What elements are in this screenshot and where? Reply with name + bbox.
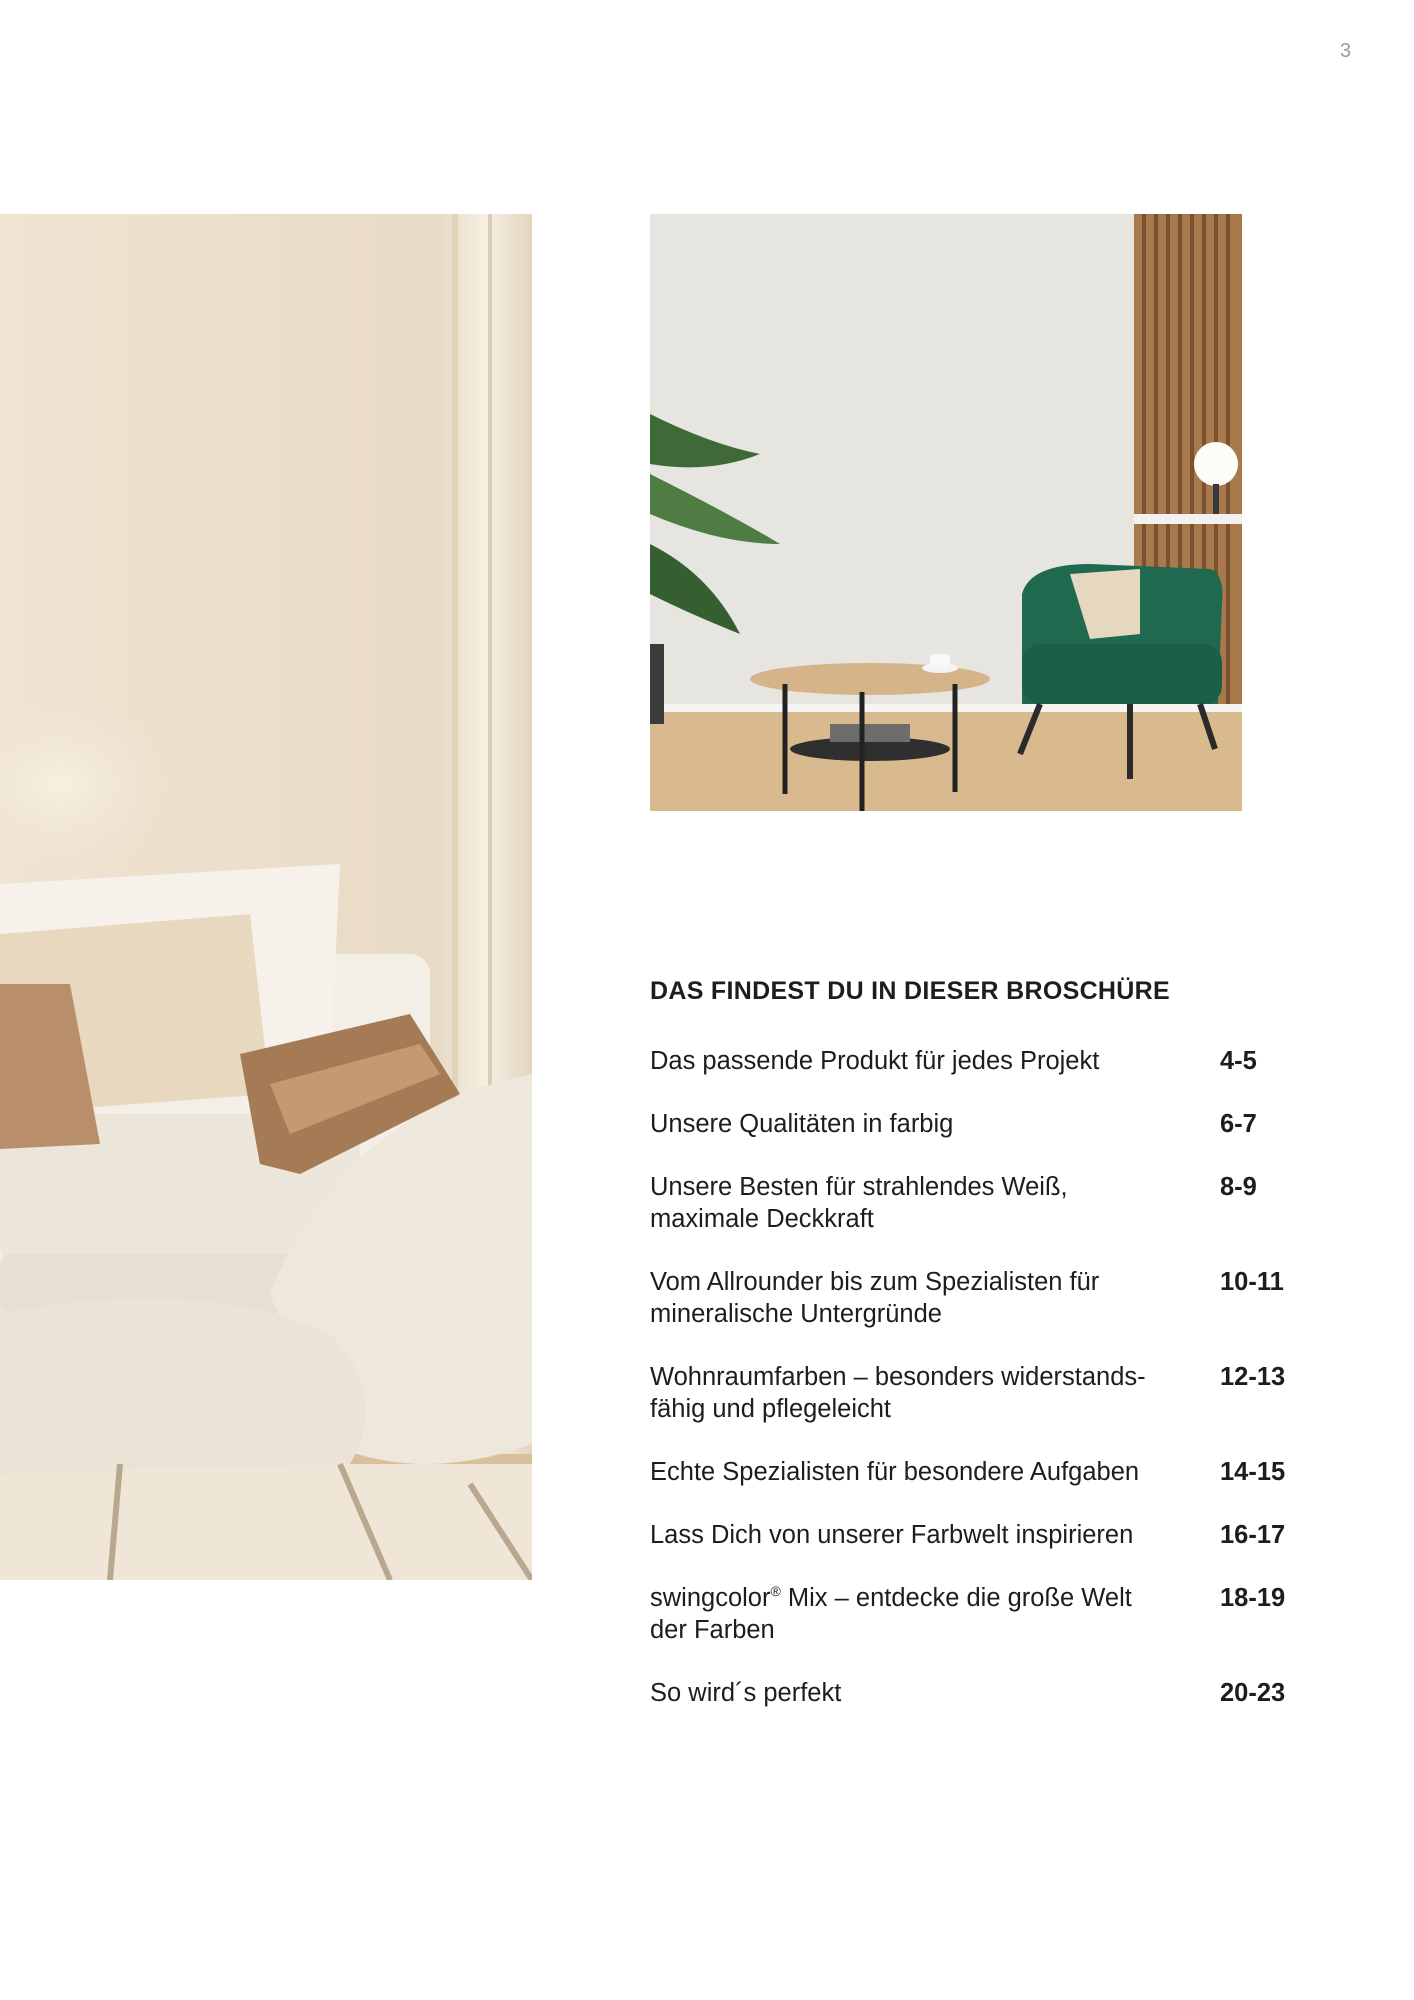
toc-pages: 4-5 [1220, 1047, 1257, 1075]
table-of-contents [650, 975, 1330, 1740]
toc-label: Das passende Produkt für jedes Projekt [650, 1047, 1100, 1075]
toc-label: So wird´s perfekt [650, 1679, 842, 1707]
toc-pages: 8-9 [1220, 1173, 1257, 1201]
registered-mark: ® [770, 1583, 781, 1599]
toc-row [650, 1582, 1330, 1646]
toc-pages: 10-11 [1220, 1268, 1284, 1296]
toc-label: Wohnraumfarben – besonders widerstands- fähig und pflegeleicht [650, 1363, 1146, 1423]
toc-pages: 16-17 [1220, 1521, 1286, 1549]
toc-pages: 14-15 [1220, 1458, 1286, 1486]
brand-name: swingcolor [650, 1584, 771, 1612]
toc-label: Vom Allrounder bis zum Spezialisten für mineralische Untergründe [650, 1268, 1100, 1328]
toc-row [650, 1108, 1330, 1140]
toc-row [650, 1045, 1330, 1077]
toc-title: DAS FINDEST DU IN DIESER BROSCHÜRE [650, 977, 1170, 1005]
living-room-photo [0, 214, 532, 1580]
armchair-room-photo [650, 214, 1242, 811]
toc-row [650, 1519, 1330, 1551]
toc-pages: 20-23 [1220, 1679, 1286, 1707]
toc-label: Unsere Qualitäten in farbig [650, 1110, 954, 1138]
toc-pages: 6-7 [1220, 1110, 1257, 1138]
toc-row [650, 1456, 1330, 1488]
toc-label: Unsere Besten für strahlendes Weiß, maximale Deckkraft [650, 1173, 1068, 1233]
toc-row [650, 1677, 1330, 1709]
toc-pages: 18-19 [1220, 1584, 1286, 1612]
toc-row [650, 1171, 1330, 1235]
toc-row [650, 1266, 1330, 1330]
page-number: 3 [1340, 40, 1352, 62]
toc-row [650, 1361, 1330, 1425]
toc-pages: 12-13 [1220, 1363, 1286, 1391]
toc-label: swingcolor® Mix – entdecke die große Welt der Farben [650, 1583, 1132, 1644]
toc-label: Lass Dich von unserer Farbwelt inspirieren [650, 1521, 1134, 1549]
toc-label: Echte Spezialisten für besondere Aufgaben [650, 1458, 1140, 1486]
